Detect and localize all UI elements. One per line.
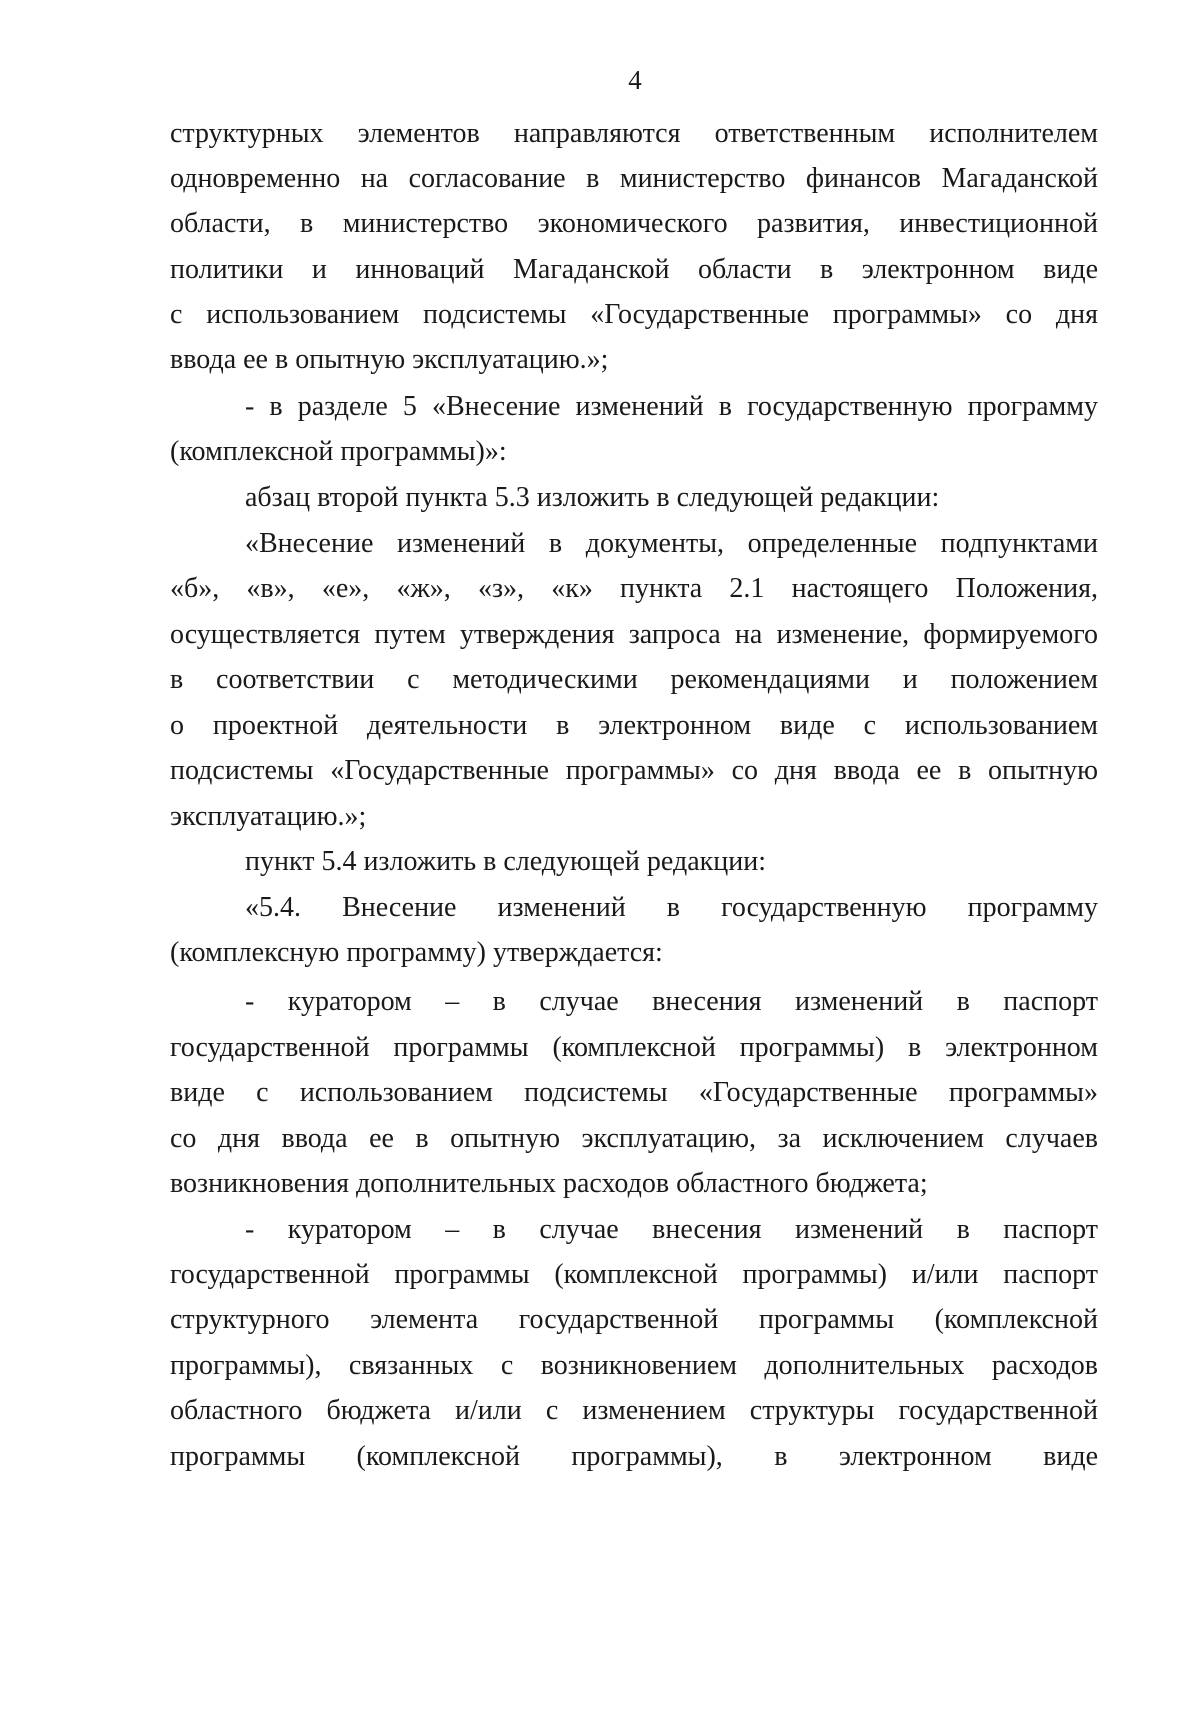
text-line: «5.4. Внесение изменений в государственную программу [245,892,1098,923]
text-line: - куратором – в случае внесения изменений в паспорт [245,1214,1098,1245]
text-line: подсистемы «Государственные программы» со дня ввода ее в опытную [170,755,1098,786]
text-line: области, в министерство экономического развития, инвестиционной [170,208,1098,239]
text-line: структурного элемента государственной программы (комплексной [170,1304,1098,1335]
text-line: эксплуатацию.»; [170,801,367,832]
text-line: - в разделе 5 «Внесение изменений в государственную программу [245,391,1098,422]
text-line: политики и инноваций Магаданской области в электронном виде [170,254,1098,285]
text-line: «Внесение изменений в документы, определенные подпунктами [245,528,1098,559]
text-line: (комплексной программы)»: [170,436,507,467]
page-number: 4 [628,65,642,95]
text-line: государственной программы (комплексной программы) в электронном [170,1032,1098,1063]
text-line: виде с использованием подсистемы «Государственные программы» [170,1077,1098,1108]
text-line: в соответствии с методическими рекомендациями и положением [170,664,1098,695]
text-line: структурных элементов направляются ответственным исполнителем [170,118,1098,149]
text-line: возникновения дополнительных расходов областного бюджета; [170,1168,928,1199]
text-line: осуществляется путем утверждения запроса на изменение, формируемого [170,619,1098,650]
text-line: - куратором – в случае внесения изменений в паспорт [245,986,1098,1017]
text-line: программы (комплексной программы), в электронном виде [170,1441,1098,1472]
text-line: областного бюджета и/или с изменением структуры государственной [170,1395,1098,1426]
text-line: о проектной деятельности в электронном виде с использованием [170,710,1098,741]
text-line: одновременно на согласование в министерство финансов Магаданской [170,163,1098,194]
text-line: «б», «в», «е», «ж», «з», «к» пункта 2.1 настоящего Положения, [170,573,1098,604]
text-line: (комплексную программу) утверждается: [170,937,663,968]
text-line: абзац второй пункта 5.3 изложить в следующей редакции: [245,482,940,513]
text-line: программы), связанных с возникновением дополнительных расходов [170,1350,1098,1381]
text-line: ввода ее в опытную эксплуатацию.»; [170,344,609,375]
text-line: государственной программы (комплексной программы) и/или паспорт [170,1259,1098,1290]
text-line: со дня ввода ее в опытную эксплуатацию, за исключением случаев [170,1123,1098,1154]
text-line: пункт 5.4 изложить в следующей редакции: [245,846,766,877]
text-line: с использованием подсистемы «Государственные программы» со дня [170,299,1098,330]
